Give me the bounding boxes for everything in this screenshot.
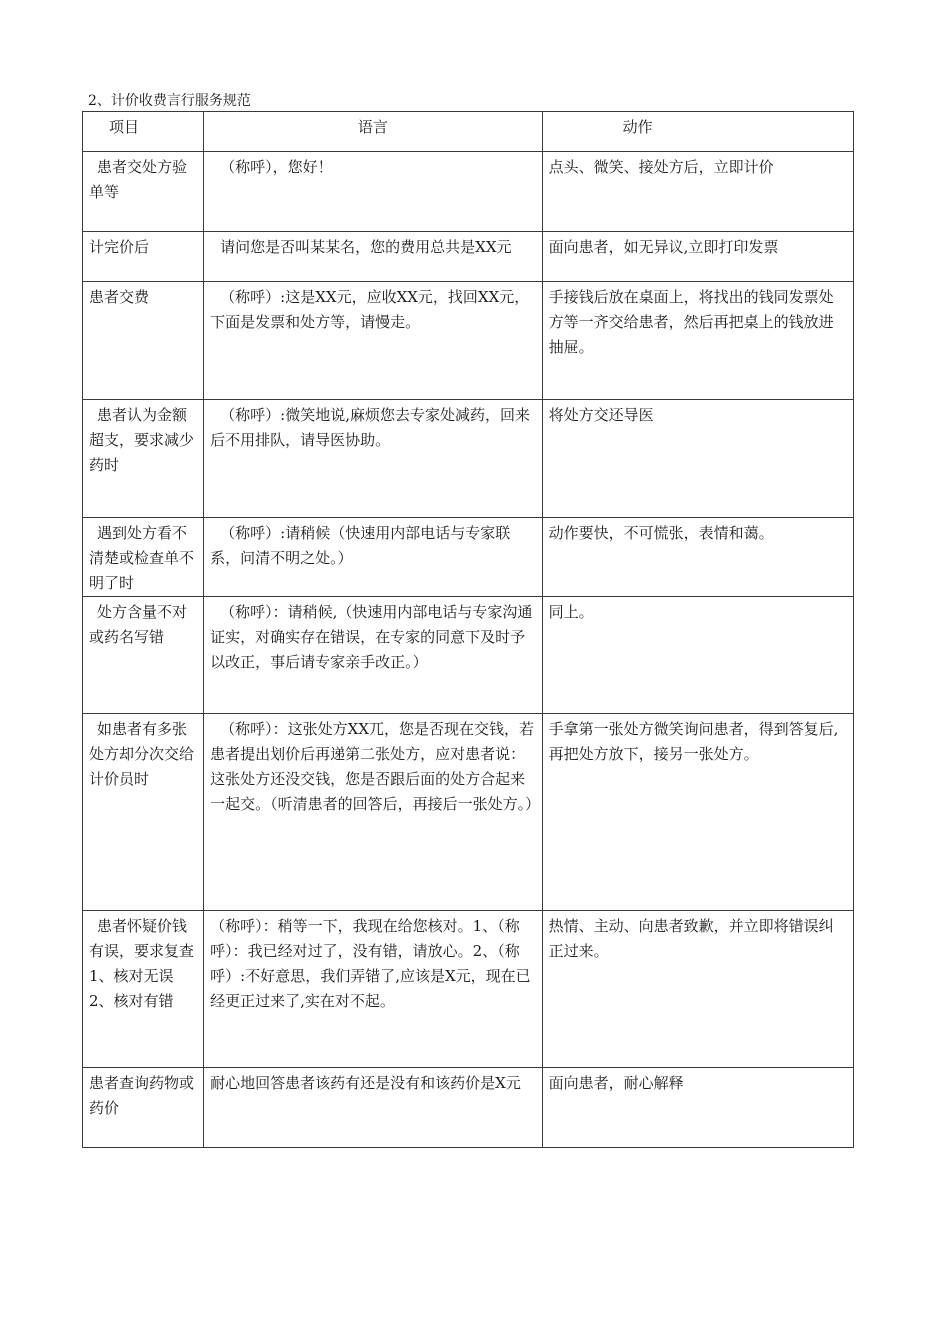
table-row: [83, 911, 854, 1068]
row-item: 患者交处方验单等: [83, 152, 204, 232]
row-language: 耐心地回答患者该药有还是没有和该药价是X元: [204, 1068, 542, 1148]
row-language: （称呼）:这是XX元，应收XX元，找回XX元，下面是发票和处方等，请慢走。: [204, 282, 542, 400]
row-language: （称呼）：这张处方XX兀，您是否现在交钱，若患者提出划价后再递第二张处方，应对患者说：这张处方还没交钱，您是否跟后面的处方合起来一起交。（听清患者的回答后，再接后一张处方。）: [204, 714, 542, 911]
table-row: [83, 232, 854, 282]
row-action: 动作要快，不可慌张，表情和蔼。: [542, 518, 853, 597]
row-language: （称呼）：请稍候,（快速用内部电话与专家沟通证实，对确实存在错误，在专家的同意下及时予以改正，事后请专家亲手改正。）: [204, 597, 542, 714]
row-item: 计完价后: [83, 232, 204, 282]
table-row: [83, 597, 854, 714]
row-language: （称呼）:请稍候（快速用内部电话与专家联系，问清不明之处。）: [204, 518, 542, 597]
table-row: [83, 714, 854, 911]
section-title: 2、计价收费言行服务规范: [88, 93, 251, 109]
row-item: 患者怀疑价钱有误，要求复查1、核对无误2、核对有错: [83, 911, 204, 1068]
service-spec-table: [82, 111, 854, 1148]
row-item: 如患者有多张处方却分次交给计价员时: [83, 714, 204, 911]
row-action: 手拿第一张处方微笑询问患者，得到答复后,再把处方放下，接另一张处方。: [542, 714, 853, 911]
row-item: 患者认为金额超支，要求减少药时: [83, 400, 204, 518]
header-language: 语言: [204, 112, 542, 152]
row-action: 将处方交还导医: [542, 400, 853, 518]
row-language: （称呼），您好！: [204, 152, 542, 232]
row-language: （称呼）:微笑地说,麻烦您去专家处减药，回来后不用排队，请导医协助。: [204, 400, 542, 518]
row-action: 同上。: [542, 597, 853, 714]
row-action: 热情、主动、向患者致歉，并立即将错误纠正过来。: [542, 911, 853, 1068]
table-header-row: [83, 112, 854, 152]
header-item: 项目: [83, 112, 204, 152]
row-item: 患者查询药物或药价: [83, 1068, 204, 1148]
table-row: [83, 518, 854, 597]
row-action: 手接钱后放在桌面上，将找出的钱同发票处方等一齐交给患者，然后再把桌上的钱放进抽屉。: [542, 282, 853, 400]
row-item: 遇到处方看不清楚或检查单不明了时: [83, 518, 204, 597]
row-action: 点头、微笑、接处方后，立即计价: [542, 152, 853, 232]
table-row: [83, 1068, 854, 1148]
row-action: 面向患者，如无异议,立即打印发票: [542, 232, 853, 282]
row-language: 请问您是否叫某某名，您的费用总共是XX元: [204, 232, 542, 282]
row-item: 患者交费: [83, 282, 204, 400]
table-row: [83, 282, 854, 400]
header-action: 动作: [542, 112, 853, 152]
table-row: [83, 152, 854, 232]
row-action: 面向患者，耐心解释: [542, 1068, 853, 1148]
row-language: （称呼）：稍等一下，我现在给您核对。1、（称呼）：我已经对过了，没有错，请放心。2、（称呼）:不好意思，我们弄错了,应该是X元，现在已经更正过来了,实在对不起。: [204, 911, 542, 1068]
row-item: 处方含量不对或药名写错: [83, 597, 204, 714]
table-row: [83, 400, 854, 518]
